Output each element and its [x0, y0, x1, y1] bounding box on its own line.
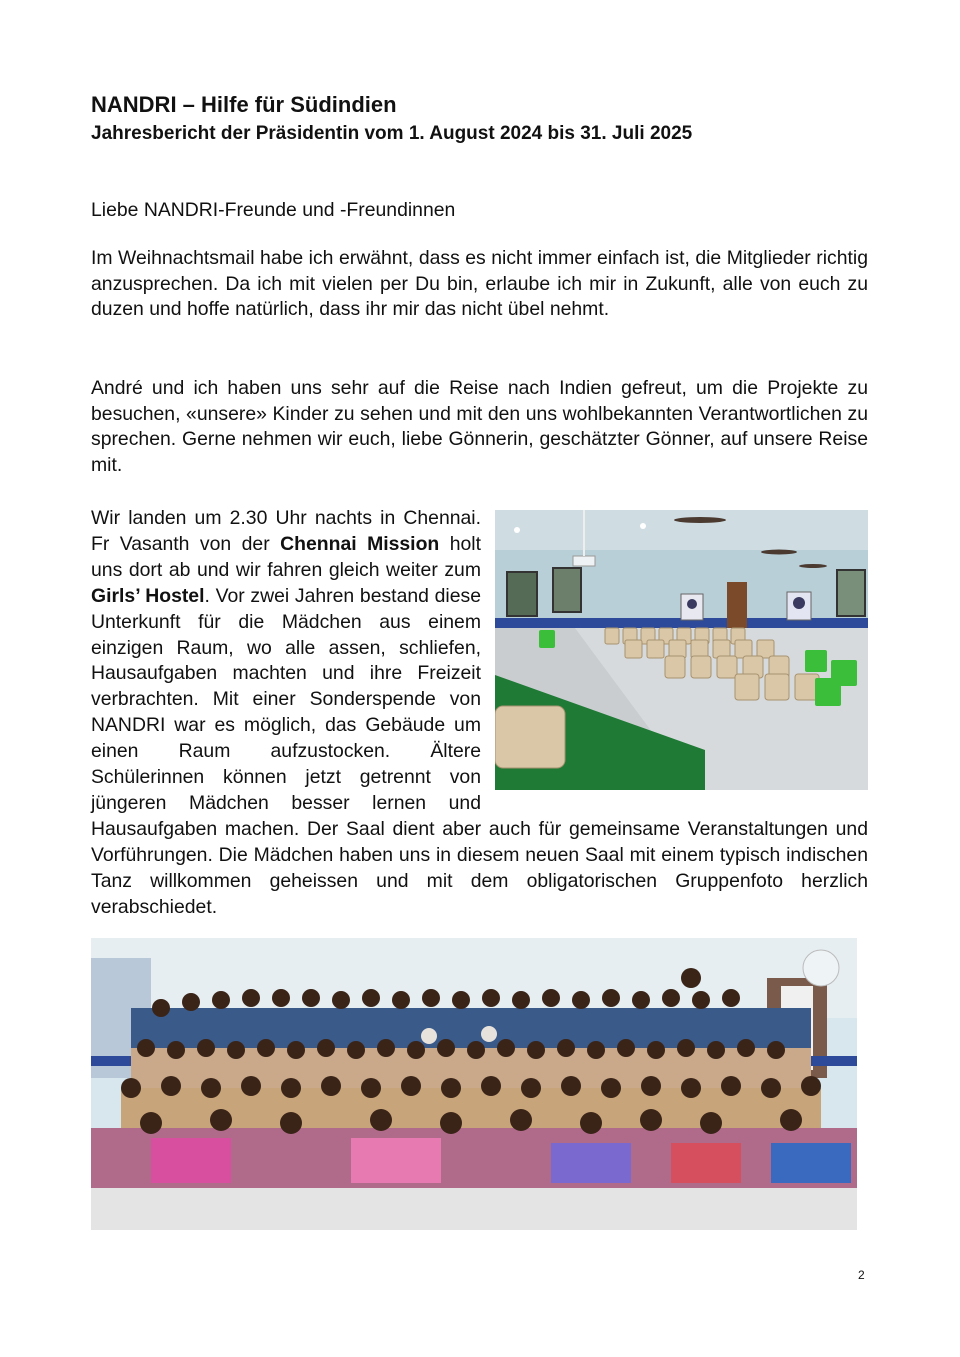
page-number: 2: [858, 1268, 865, 1282]
paragraph-intro: Im Weihnachtsmail habe ich erwähnt, dass es nicht immer einfach ist, die Mitglieder richtig anzusprechen. Da ich mit vielen per Du bin, erlaube ich mir in Zukunft, alle von euch zu duzen und hoffe natürlich, dass ihr mir das nicht übel nehmt.: [91, 247, 868, 321]
paragraph-hostel-part1: Wir landen um 2.30 Uhr nachts in Chennai. Fr Vasanth von der: [91, 507, 481, 555]
group-photo-illustration: [91, 938, 857, 1230]
hostel-hall-illustration: [495, 510, 868, 790]
group-photo: [91, 938, 857, 1230]
paragraph-journey: André und ich haben uns sehr auf die Reise nach Indien gefreut, um die Projekte zu besuchen, «unsere» Kinder zu sehen und mit den uns wohlbekannten Verantwortlichen zu sprechen. Gerne nehmen wir euch, liebe Gönnerin, geschätzter Gönner, auf unsere Reise mit.: [91, 377, 868, 476]
document-title: NANDRI – Hilfe für Südindien: [91, 92, 397, 117]
chennai-mission-highlight: Chennai Mission: [280, 532, 440, 555]
document-subtitle: Jahresbericht der Präsidentin vom 1. August 2024 bis 31. Juli 2025: [91, 123, 693, 144]
paragraph-hostel-part2: holt uns dort ab und wir fahren gleich weiter zum: [91, 532, 481, 581]
paragraph-hostel-part3: . Vor zwei Jahren bestand diese Unterkunft für die Mädchen aus einem einzigen Raum, wo alle assen, schliefen, Hausaufgaben machten und ihre Freizeit verbrachten. Mit einer Sonderspende von NANDRI war es möglich, das Gebäude um einen Raum aufzustocken. Ältere Schülerinnen können jetzt getrennt von jüngeren Mädchen besser lernen und Hausaufgaben machen. Der Saal dient aber auch für gemeinsame Veranstaltungen und Vorführungen. Die Mädchen haben uns in diesem neuen Saal mit einem typisch indischen Tanz willkommen geheissen und mit dem obligatorischen Gruppenfoto herzlich verabschiedet.: [91, 584, 868, 918]
hostel-hall-photo: [495, 510, 868, 790]
girls-hostel-highlight: Girls’ Hostel: [91, 584, 205, 607]
paragraph-hostel: [91, 506, 868, 921]
salutation: Liebe NANDRI-Freunde und -Freundinnen: [91, 199, 456, 221]
